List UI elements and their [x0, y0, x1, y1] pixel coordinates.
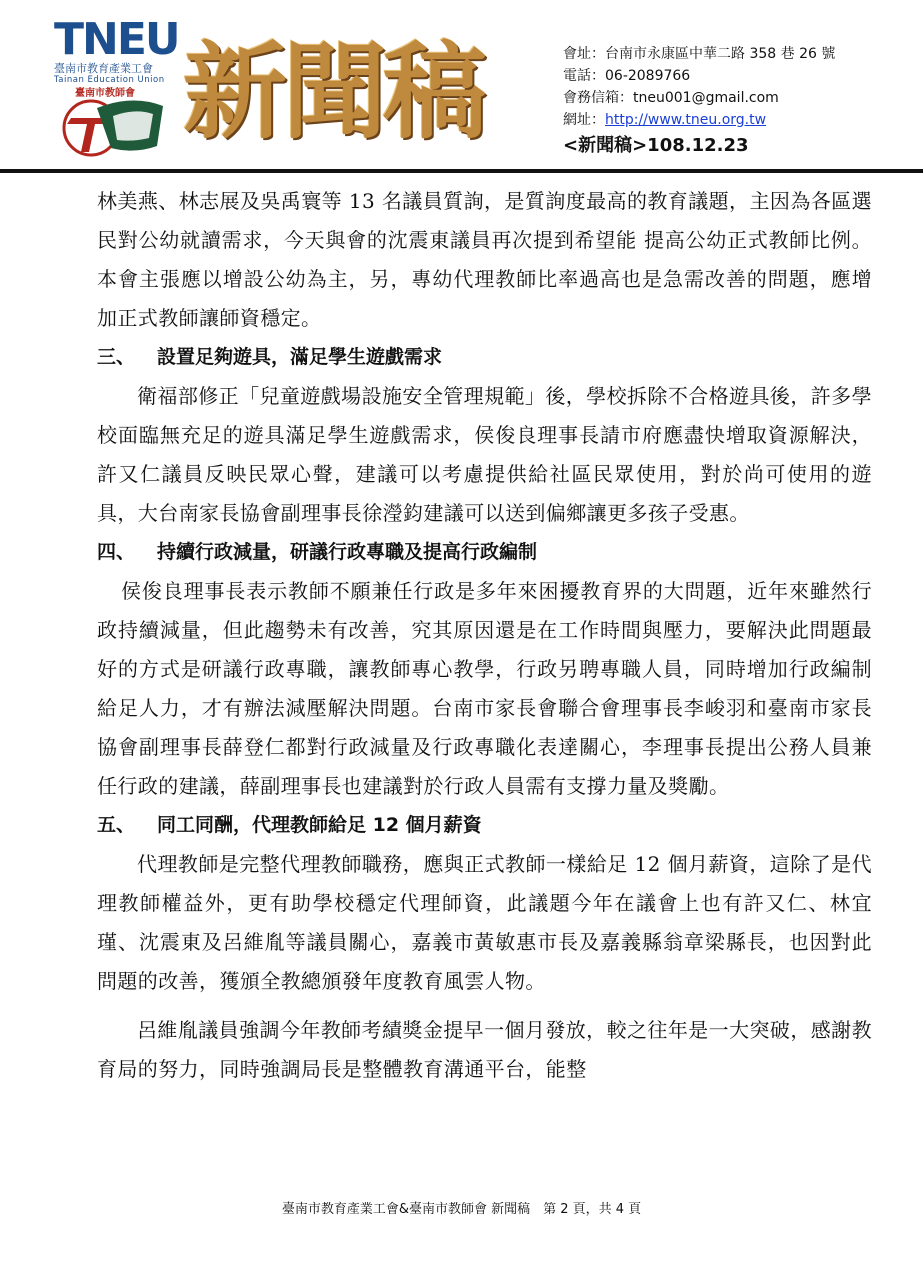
- header-divider: [0, 169, 923, 173]
- email: 會務信箱：tneu001@gmail.com: [563, 90, 779, 106]
- tneu-logo-subtitle-zh: 臺南市教育產業工會: [54, 62, 153, 75]
- tneu-logo: [54, 14, 179, 85]
- assoc-emblem-icon: [55, 84, 170, 160]
- paragraph-4: 代理教師是完整代理教師職務，應與正式教師一樣給足 12 個月薪資，這除了是代理教師權益外，更有助學校穩定代理師資，此議題今年在議會上也有許又仁、林宜瑾、沈震東及呂維胤等議員關心，嘉義市黃敏惠市長及嘉義縣翁章梁縣長，也因對此問題的改善，獲頒全教總頒發年度教育風雲人物。: [97, 852, 872, 993]
- section-title: 同工同酬，代理教師給足 12 個月薪資: [157, 814, 482, 836]
- teachers-association-logo: [55, 84, 170, 160]
- page-footer: 臺南市教育產業工會&臺南市教師會 新聞稿 第 2 頁，共 4 頁: [281, 1202, 642, 1217]
- address: 會址：台南市永康區中華二路 358 巷 26 號: [563, 46, 836, 62]
- section-number: 五、: [97, 814, 136, 836]
- paragraph-2: 衛福部修正「兒童遊戲場設施安全管理規範」後，學校拆除不合格遊具後，許多學校面臨無充足的遊具滿足學生遊戲需求，侯俊良理事長請市府應盡快增取資源解決，許又仁議員反映民眾心聲，建議可以考慮提供給社區民眾使用，對於尚可使用的遊具，大台南家長協會副理事長徐瀅鈞建議可以送到偏鄉讓更多孩子受惠。: [97, 384, 872, 525]
- phone: 電話：06-2089766: [563, 68, 691, 84]
- press-release-title: 新聞稿: [183, 30, 484, 153]
- website-label: 網址：: [563, 112, 605, 128]
- section-number: 四、: [97, 541, 136, 563]
- website: [563, 109, 923, 131]
- website-link[interactable]: http://www.tneu.org.tw: [605, 112, 767, 128]
- paragraph-5: 呂維胤議員強調今年教師考績獎金提早一個月發放，較之往年是一大突破，感謝教育局的努力，同時強調局長是整體教育溝通平台，能整: [97, 1018, 872, 1081]
- section-heading-3: [97, 338, 872, 377]
- section-heading-5: [97, 806, 872, 845]
- paragraph-3: 侯俊良理事長表示教師不願兼任行政是多年來困擾教育界的大問題，近年來雖然行政持續減量，但此趨勢未有改善，究其原因還是在工作時間與壓力，要解決此問題最好的方式是研議行政專職，讓教師專心教學，行政另聘專職人員，同時增加行政編制給足人力，才有辦法減壓解決問題。台南市家長會聯合會理事長李峻羽和臺南市家長協會副理事長薛登仁都對行政減量及行政專職化表達關心，李理事長提出公務人員兼任行政的建議，薛副理事長也建議對於行政人員需有支撐力量及獎勵。: [97, 579, 872, 798]
- letterhead: [0, 0, 923, 172]
- tneu-logo-subtitle-en: Tainan Education Union: [54, 75, 165, 85]
- tneu-logo-text: TNEU: [54, 14, 179, 65]
- assoc-logo-text: 臺南市教師會: [75, 88, 135, 99]
- paragraph-1: 林美燕、林志展及吳禹寰等 13 名議員質詢，是質詢度最高的教育議題，主因為各區選民對公幼就讀需求，今天與會的沈震東議員再次提到希望能 提高公幼正式教師比例。本會主張應以增設公幼為主，另，專幼代理教師比率過高也是急需改善的問題，應增加正式教師讓師資穩定。: [97, 189, 872, 330]
- section-title: 設置足夠遊具，滿足學生遊戲需求: [157, 346, 443, 368]
- contact-info: [563, 43, 923, 159]
- section-heading-4: [97, 533, 872, 572]
- section-number: 三、: [97, 346, 136, 368]
- press-date-tag: <新聞稿>108.12.23: [563, 135, 749, 156]
- article-body: [97, 182, 872, 1089]
- section-title: 持續行政減量，研議行政專職及提高行政編制: [157, 541, 538, 563]
